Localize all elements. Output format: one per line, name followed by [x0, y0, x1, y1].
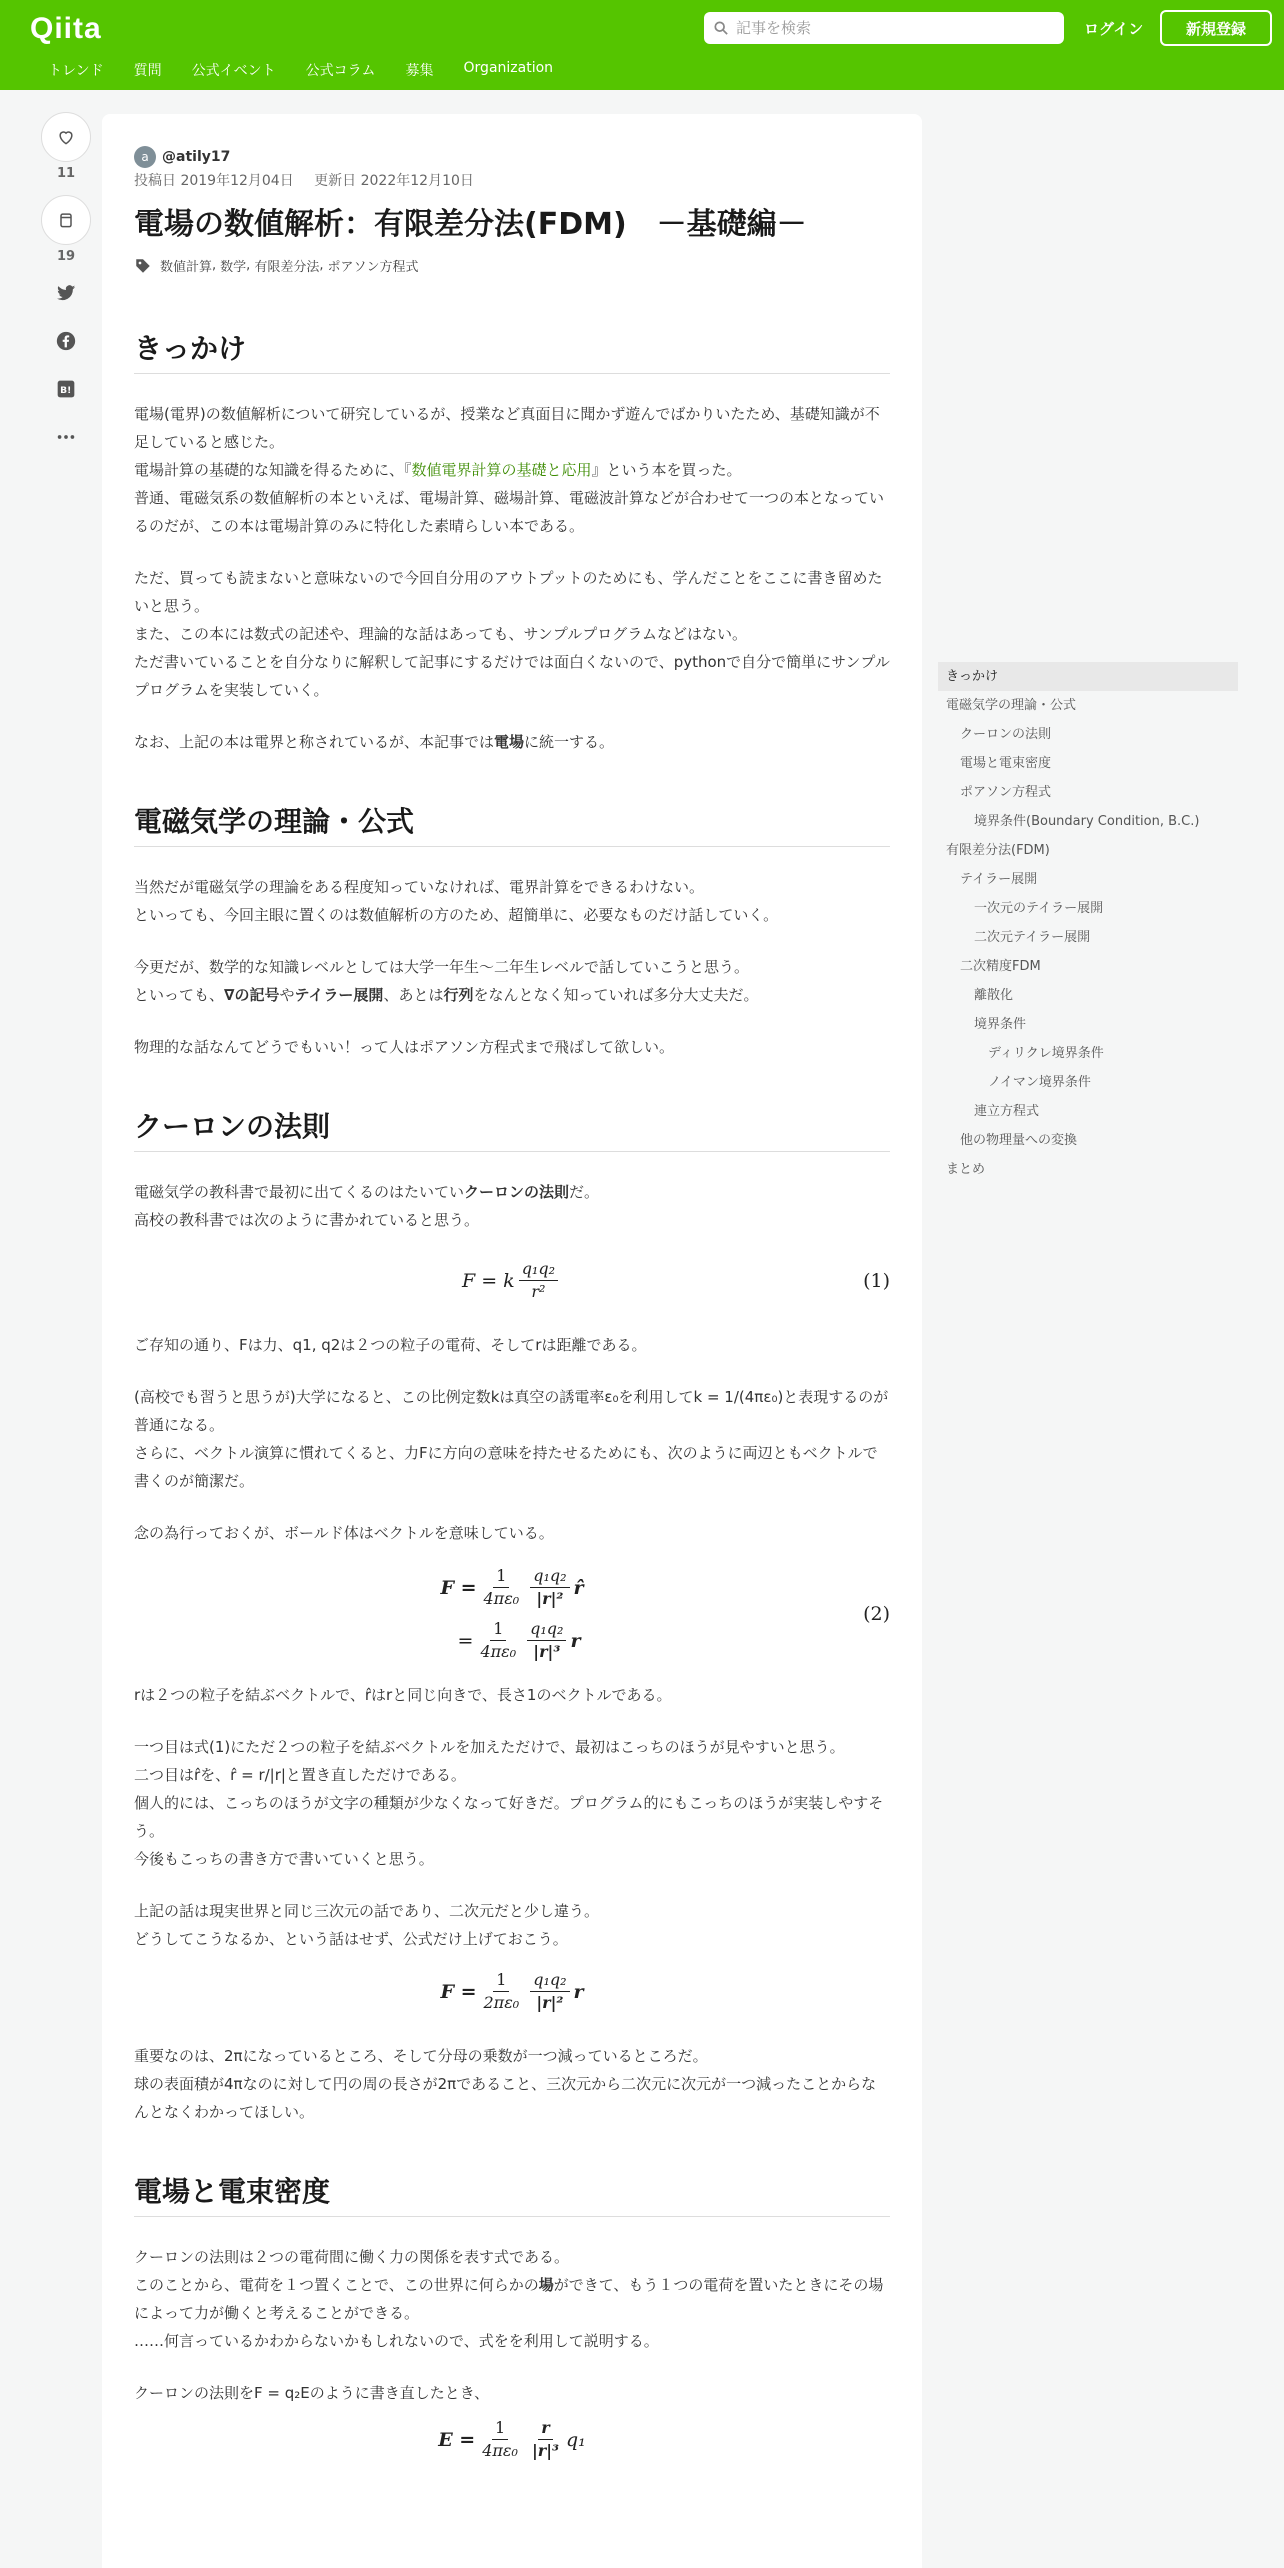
toc-item[interactable]: 境界条件 — [974, 1017, 1027, 1032]
tag-icon — [134, 257, 152, 275]
toc-item[interactable]: きっかけ — [938, 662, 1238, 691]
toc-item[interactable]: ディリクレ境界条件 — [988, 1046, 1104, 1061]
svg-text:B!: B! — [60, 385, 72, 397]
toc-item[interactable]: 一次元のテイラー展開 — [974, 901, 1104, 916]
paragraph: rは２つの粒子を結ぶベクトルで、r̂はrと同じ向きで、長さ1のベクトルである。 — [134, 1686, 672, 1704]
like-count: 11 — [56, 166, 76, 181]
article-title: 電場の数値解析：有限差分法(FDM) －基礎編－ — [134, 207, 807, 242]
section-heading: 電磁気学の理論・公式 — [134, 800, 890, 847]
nav-official-columns[interactable]: 公式コラム — [305, 63, 376, 79]
qiita-logo[interactable]: Qiita — [30, 12, 102, 45]
stock-count: 19 — [56, 249, 76, 264]
paragraph: 電場(電界)の数値解析について研究しているが、授業など真面目に聞かず遊んでばかりいたため、基礎知識が不足していると感じた。 電場計算の基礎的な知識を得るために、『数値電界計算の基礎と応用』という本を買った。 普通、電磁気系の数値解析の本といえば、電場計算、磁場計算、電磁波計算などが合わせて一つの本となっているのだが、この本は電場計算のみに特化した素晴らしい本である。 — [134, 405, 885, 535]
facebook-share-button[interactable] — [51, 326, 81, 356]
login-link[interactable]: ログイン — [1084, 20, 1144, 38]
more-horizontal-icon — [55, 426, 77, 448]
search-icon — [714, 21, 728, 35]
toc-item[interactable]: 境界条件(Boundary Condition, B.C.) — [974, 814, 1200, 829]
more-actions-button[interactable] — [51, 422, 81, 452]
toc-item[interactable]: 他の物理量への変換 — [960, 1133, 1078, 1148]
table-of-contents — [938, 662, 1238, 1184]
equation-2: F = $\frac{1}{\text{4πε₀}}$ $\frac{\text{q₁q₂}}{\text{|r|²}}$ r̂ = $\frac{1}{\text{4πε₀}}$ $\frac{\text{q₁q₂}}{\text{|r|³}}$ r (2) — [440, 1566, 890, 1661]
search-input[interactable] — [736, 19, 1036, 37]
toc-item[interactable]: 二次元テイラー展開 — [974, 930, 1091, 945]
post-dates — [134, 170, 890, 190]
toc-item[interactable]: クーロンの法則 — [960, 727, 1052, 742]
paragraph: 一つ目は式(1)にただ２つの粒子を結ぶベクトルを加えただけで、最初はこっちのほうが見やすいと思う。 二つ目はr̂を、r̂ = r/|r|と置き直しただけである。 個人的には、こっちのほうが文字の種類が少なくなって好きだ。プログラム的にもこっちのほうが実装しやすそう。 今後もこっちの書き方で書いていくと思う。 — [134, 1738, 884, 1868]
hatena-share-button[interactable] — [51, 374, 81, 404]
nav-official-events[interactable]: 公式イベント — [191, 63, 276, 79]
paragraph: 念の為行っておくが、ボールド体はベクトルを意味している。 — [134, 1524, 554, 1542]
avatar[interactable]: a — [134, 146, 156, 168]
toc-item[interactable]: 二次精度FDM — [960, 959, 1041, 974]
posted-date: 投稿日 2019年12月04日 — [134, 173, 294, 189]
nav-questions[interactable]: 質問 — [133, 63, 162, 79]
heart-icon — [56, 127, 76, 147]
twitter-icon — [55, 282, 77, 304]
paragraph: 今更だが、数学的な知識レベルとしては大学一年生～二年生レベルで話していこうと思う。 といっても、∇の記号やテイラー展開、あとは行列をなんとなく知っていれば多分大丈夫だ。 — [134, 958, 759, 1004]
toc-item[interactable]: ポアソン方程式 — [960, 785, 1052, 800]
tag-item[interactable]: 有限差分法 — [254, 260, 320, 275]
toc-item[interactable]: 電磁気学の理論・公式 — [946, 698, 1077, 713]
paragraph: 当然だが電磁気学の理論をある程度知っていなければ、電界計算をできるわけない。 といっても、今回主眼に置くのは数値解析の方のため、超簡単に、必要なものだけ話していく。 — [134, 878, 779, 924]
global-nav — [48, 60, 553, 80]
updated-date: 更新日 2022年12月10日 — [314, 173, 474, 189]
toc-item[interactable]: 連立方程式 — [974, 1104, 1040, 1119]
stock-button[interactable] — [41, 195, 91, 245]
search-box[interactable] — [704, 12, 1064, 44]
author-name[interactable]: @atily17 — [162, 149, 231, 165]
action-rail — [40, 112, 92, 470]
paragraph: (高校でも習うと思うが)大学になると、この比例定数kは真空の誘電率ε₀を利用してk = 1/(4πε₀)と表現するのが普通になる。 さらに、ベクトル演算に慣れてくると、力Fに方向の意味を持たせるためにも、次のように両辺ともベクトルで書くのが簡潔だ。 — [134, 1388, 889, 1490]
folder-icon — [56, 210, 76, 230]
facebook-icon — [55, 330, 77, 352]
paragraph: 電磁気学の教科書で最初に出てくるのはたいていクーロンの法則だ。 高校の教科書では次のように書かれていると思う。 — [134, 1183, 600, 1229]
nav-organization[interactable]: Organization — [463, 60, 554, 76]
toc-item[interactable]: まとめ — [946, 1162, 986, 1177]
author-row — [134, 146, 890, 168]
site-header — [0, 0, 1284, 90]
article-card — [102, 114, 922, 2568]
section-heading: 電場と電束密度 — [134, 2170, 890, 2217]
twitter-share-button[interactable] — [51, 278, 81, 308]
tag-item[interactable]: 数学 — [220, 260, 247, 275]
nav-recruitment[interactable]: 募集 — [405, 63, 434, 79]
paragraph: クーロンの法則をF = q₂Eのように書き直したとき、 — [134, 2384, 490, 2402]
like-button[interactable] — [41, 112, 91, 162]
equation-number: (1) — [863, 1269, 890, 1292]
nav-trend[interactable]: トレンド — [48, 63, 104, 79]
equation-1: F = k $\frac{\text{q₁q₂}}{\text{r²}}$ (1) — [461, 1259, 890, 1301]
signup-button[interactable]: 新規登録 — [1160, 10, 1272, 46]
paragraph: 上記の話は現実世界と同じ三次元の話であり、二次元だと少し違う。 どうしてこうなるか、という話はせず、公式だけ上げておこう。 — [134, 1902, 600, 1948]
book-link[interactable]: 数値電界計算の基礎と応用 — [411, 461, 592, 479]
section-heading: きっかけ — [134, 327, 890, 374]
tag-item[interactable]: 数値計算 — [160, 260, 213, 275]
section-heading: クーロンの法則 — [134, 1105, 890, 1152]
paragraph: クーロンの法則は２つの電荷間に働く力の関係を表す式である。 このことから、電荷を１つ置くことで、この世界に何らかの場ができて、もう１つの電荷を置いたときにその場によって力が働くと考えることができる。 ……何言っているかわからないかもしれないので、式をを利用して説明する。 — [134, 2248, 884, 2350]
paragraph: ただ、買っても読まないと意味ないので今回自分用のアウトプットのためにも、学んだことをここに書き留めたいと思う。 また、この本には数式の記述や、理論的な話はあっても、サンプルプログラムなどはない。 ただ書いていることを自分なりに解釈して記事にするだけでは面白くないので、pythonで自分で簡単にサンプルプログラムを実装していく。 — [134, 569, 890, 699]
paragraph: 物理的な話なんてどうでもいい！って人はポアソン方程式まで飛ばして欲しい。 — [134, 1038, 675, 1056]
paragraph: なお、上記の本は電界と称されているが、本記事では電場に統一する。 — [134, 733, 615, 751]
paragraph: 重要なのは、2πになっているところ、そして分母の乗数が一つ減っているところだ。 球の表面積が4πなのに対して円の周の長さが2πであること、三次元から二次元に次元が一つ減ったことからなんとなくわかってほしい。 — [134, 2047, 877, 2121]
hatena-bookmark-icon — [56, 379, 76, 399]
equation-number: (2) — [863, 1603, 890, 1625]
toc-item[interactable]: テイラー展開 — [960, 872, 1038, 887]
equation-3: F = $\frac{1}{\text{2πε₀}}$ $\frac{\text{q₁q₂}}{\text{|r|²}}$ r — [440, 1970, 584, 2012]
paragraph: ご存知の通り、Fは力、q1, q2は２つの粒子の電荷、そしてrは距離である。 — [134, 1336, 647, 1354]
toc-item[interactable]: 有限差分法(FDM) — [946, 843, 1050, 858]
toc-item[interactable]: 離散化 — [974, 988, 1014, 1003]
tag-list: 数値計算 , 数学 , 有限差分法 , ポアソン方程式 — [134, 256, 890, 275]
toc-item[interactable]: ノイマン境界条件 — [988, 1075, 1091, 1090]
tag-item[interactable]: ポアソン方程式 — [327, 260, 419, 275]
equation-4: E = $\frac{1}{\text{4πε₀}}$ $\frac{r}{\text{|r|³}}$ q₁ — [438, 2418, 586, 2460]
toc-item[interactable]: 電場と電束密度 — [960, 756, 1052, 771]
